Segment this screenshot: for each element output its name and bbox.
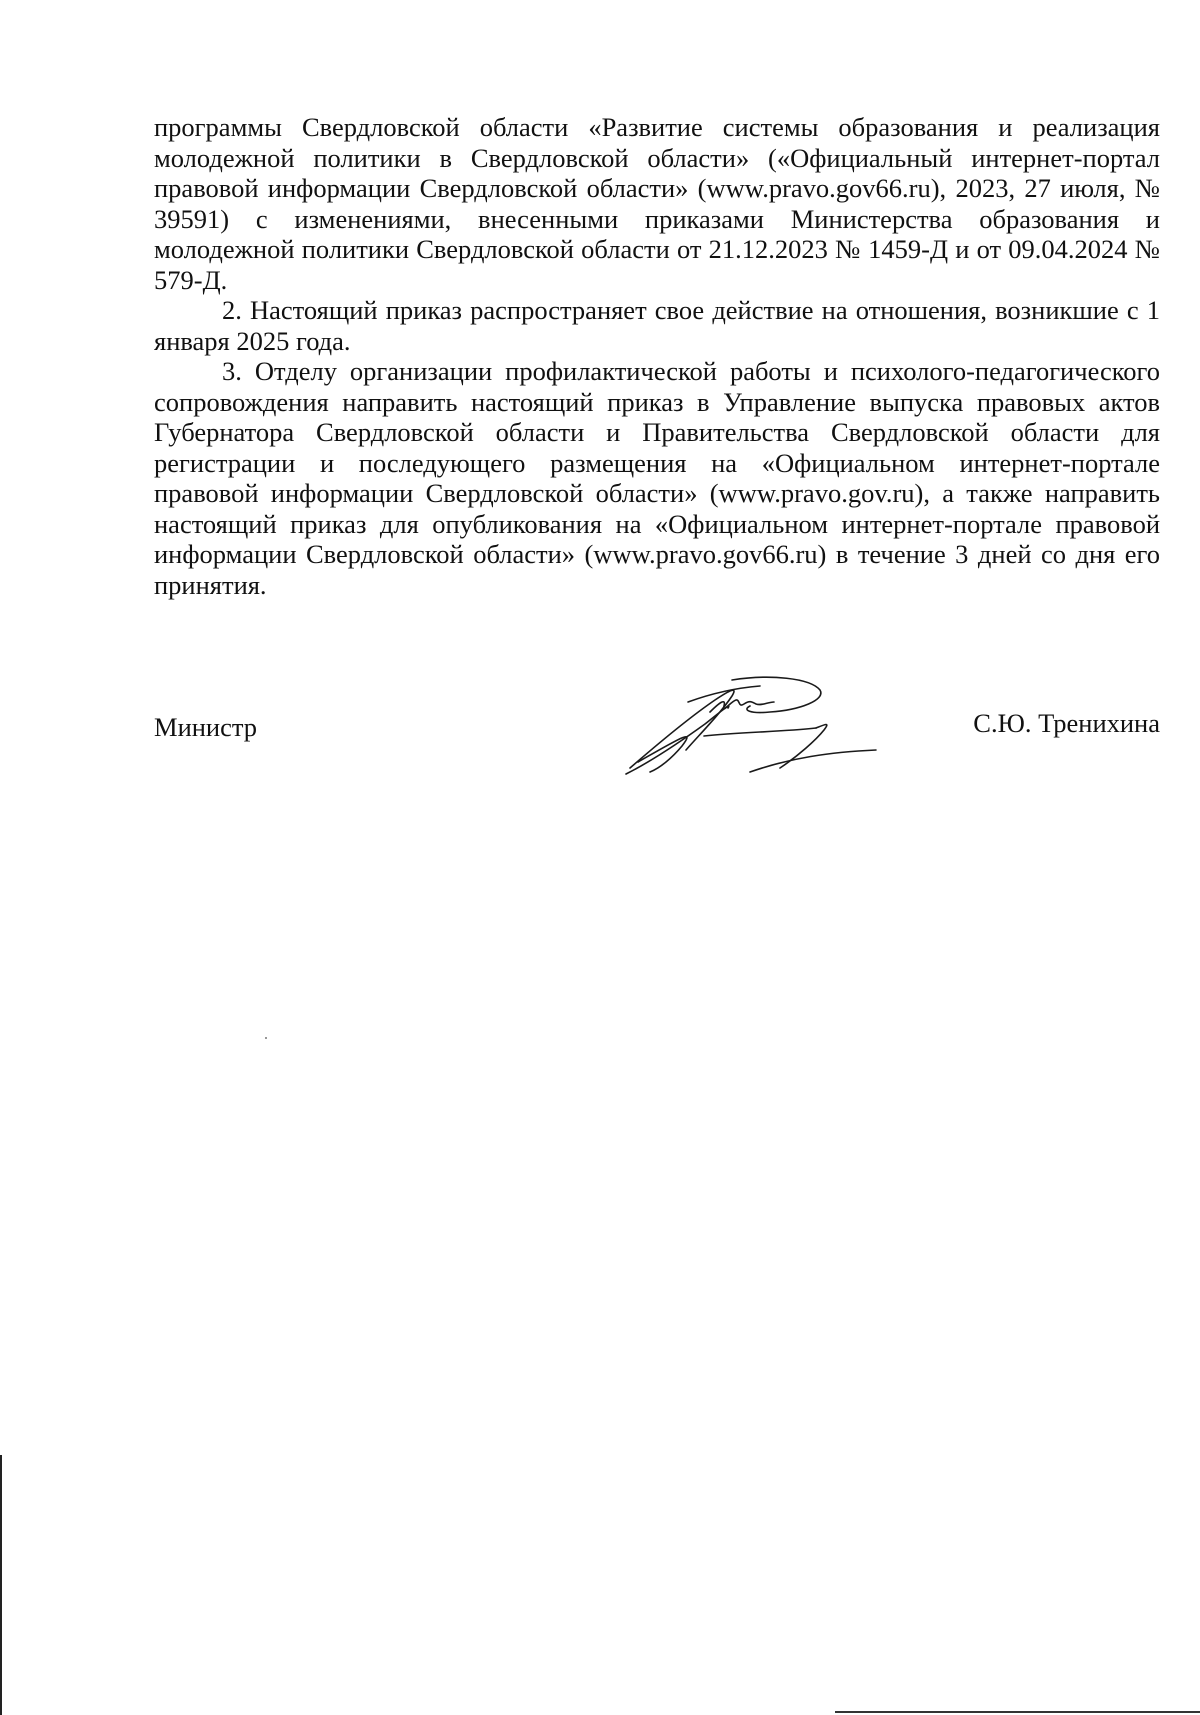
scan-edge-left	[0, 1455, 2, 1715]
scan-artifact-dot	[265, 1037, 267, 1039]
scan-edge-bottom	[835, 1711, 1200, 1713]
signature-icon	[620, 672, 890, 782]
document-body	[154, 112, 1160, 600]
paragraph-item-3: 3. Отделу организации профилактической работы и психолого-педагогического сопровождения направить настоящий приказ в Управление выпуска правовых актов Губернатора Свердловской области и Правительства Свердловской области для регистрации и последующего размещения на «Официальном интернет-портале правовой информации Свердловской области» (www.pravo.gov.ru), а также направить настоящий приказ для опубликования на «Официальном интернет-портале правовой информации Свердловской области» (www.pravo.gov66.ru) в течение 3 дней со дня его принятия.	[154, 356, 1160, 600]
paragraph-program-reference: программы Свердловской области «Развитие системы образования и реализация молодежной политики в Свердловской области» («Официальный интернет-портал правовой информации Свердловской области» (www.pravo.gov66.ru), 2023, 27 июля, № 39591) с изменениями, внесенными приказами Министерства образования и молодежной политики Свердловской области от 21.12.2023 № 1459-Д и от 09.04.2024 № 579-Д.	[154, 112, 1160, 295]
signatory-position: Министр	[154, 712, 258, 742]
signatory-name: С.Ю. Тренихина	[973, 708, 1160, 738]
paragraph-item-2: 2. Настоящий приказ распространяет свое действие на отношения, возникшие с 1 января 2025 года.	[154, 295, 1160, 356]
